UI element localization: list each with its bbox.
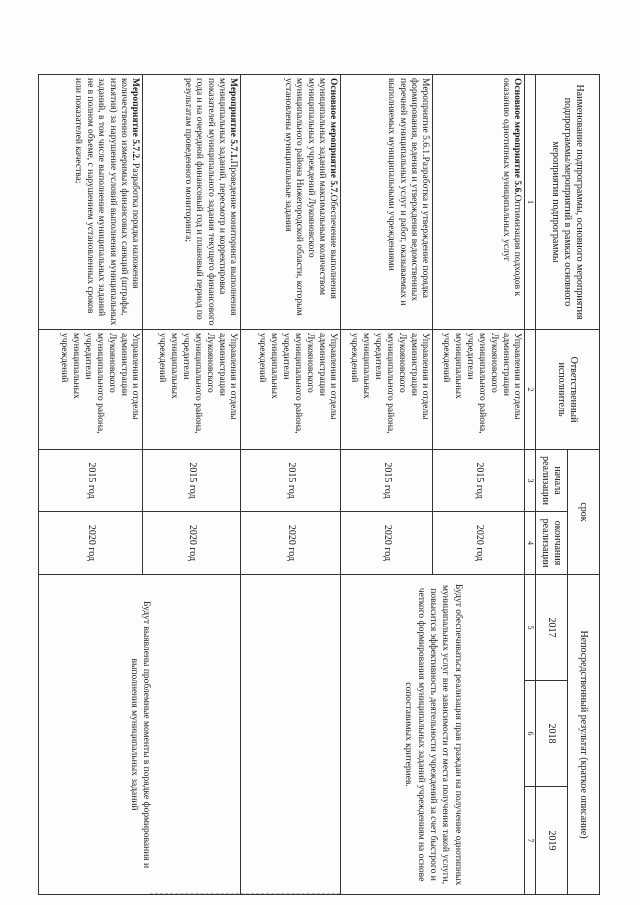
- row-title-text: Мероприятие 5.6.1.Разработка и утверждение порядка формирования, ведения и утверждения ведомственных перечней муниципальных услуг и работ, оказываемых и выполняемых муниципальными учреждениями: [386, 78, 431, 306]
- row-start: 2015 год: [39, 450, 143, 512]
- table-row: [143, 75, 241, 895]
- scan-artifact-line: [150, 893, 340, 894]
- row-title-text: Обеспечение выполнения муниципальных заданий максимальным количеством муниципальных учреждений Лукояновского муниципального района Нижегородской области, которым установлены муниципальные задания: [282, 78, 339, 316]
- header-start: начала реализации: [536, 450, 568, 512]
- row-end: 2020 год: [341, 512, 433, 575]
- header-end: окончания реализации: [536, 512, 568, 575]
- row-title: [241, 75, 341, 330]
- table-row: [433, 75, 525, 895]
- row-executor: Управления и отделы администрации Лукояновского муниципального района, учредители муниципальных учреждений: [241, 330, 341, 450]
- header-row-1: [568, 75, 600, 895]
- row-title: [143, 75, 241, 330]
- table-row: [241, 75, 341, 895]
- row-executor: Управления и отделы администрации Лукояновского муниципального района, учредители муниципальных учреждений: [341, 330, 433, 450]
- row-start: 2015 год: [241, 450, 341, 512]
- row-title: [433, 75, 525, 330]
- row-end: 2020 год: [433, 512, 525, 575]
- row-start: 2015 год: [433, 450, 525, 512]
- row-title-bold: Мероприятие 5.7.1.: [228, 78, 239, 161]
- row-start: 2015 год: [143, 450, 241, 512]
- col-number: 3: [525, 450, 536, 512]
- result-cell-empty: [241, 575, 341, 895]
- result-cell-2: Будут выявлены проблемные моменты в порядке формирования и выполнения муниципальных заданий: [39, 575, 241, 895]
- row-title: [341, 75, 433, 330]
- rotated-table-container: [40, 74, 600, 894]
- col-number: 2: [525, 330, 536, 450]
- col-number: 7: [525, 787, 536, 895]
- row-title-text: Проведение мониторинга выполнения муниципальных заданий, пересмотр и корректировка показателей муниципального задания текущего финансового года и на очередной финансовый год и плановый период по результатам проведенного мониторинга;: [182, 78, 239, 326]
- program-table: [38, 74, 600, 895]
- header-year-2018: 2018: [536, 681, 568, 787]
- col-number: 5: [525, 575, 536, 681]
- row-end: 2020 год: [39, 512, 143, 575]
- row-end: 2020 год: [143, 512, 241, 575]
- row-title-text: Разработка порядка наложения количественно измеримых финансовых санкций (штрафы, изъятия) за нарушение условий выполнения муниципальных заданий, в том числе выполнение муниципальных заданий не в полном объеме, с нарушением установленных сроков или показателей качества;: [73, 78, 141, 326]
- row-executor: Управления и отделы администрации Лукояновского муниципального района, учредители муниципальных учреждений: [39, 330, 143, 450]
- row-executor: Управления и отделы администрации Лукояновского муниципального района, учредители муниципальных учреждений: [143, 330, 241, 450]
- row-title-bold: Основное мероприятие 5.7.: [328, 78, 339, 195]
- header-term: срок: [568, 450, 600, 575]
- row-title-bold: Мероприятие 5.7.2.: [130, 78, 141, 161]
- col-number: 6: [525, 681, 536, 787]
- col-number: 4: [525, 512, 536, 575]
- header-executor: Ответственный исполнитель: [536, 330, 600, 450]
- row-title: [39, 75, 143, 330]
- row-title-bold: Основное мероприятие 5.6.: [512, 78, 523, 195]
- header-year-2017: 2017: [536, 575, 568, 681]
- header-year-2019: 2019: [536, 787, 568, 895]
- header-name: Наименование подпрограммы, основного мероприятия подпрограммы/мероприятий в рамках основного мероприятия подпрограммы: [536, 75, 600, 330]
- row-end: 2020 год: [241, 512, 341, 575]
- row-start: 2015 год: [341, 450, 433, 512]
- col-number: 1: [525, 75, 536, 330]
- column-number-row: [525, 75, 536, 895]
- row-title-text: Оптимизация подходов к оказанию однотипных муниципальных услуг: [501, 78, 523, 297]
- result-cell-1: Будут обеспечиваться реализация прав граждан на получение однотипных муниципальных услуг вне зависимости от места получения такой услуги, повысится эффективность деятельности учреждений за счет быстрого и четкого формирования муниципальных заданий учреждениям на основе сопоставимых критериев.: [341, 575, 525, 895]
- header-result: Непосредственный результат (краткое описание): [568, 575, 600, 895]
- row-executor: Управления и отделы администрации Лукояновского муниципального района, учредители муниципальных учреждений: [433, 330, 525, 450]
